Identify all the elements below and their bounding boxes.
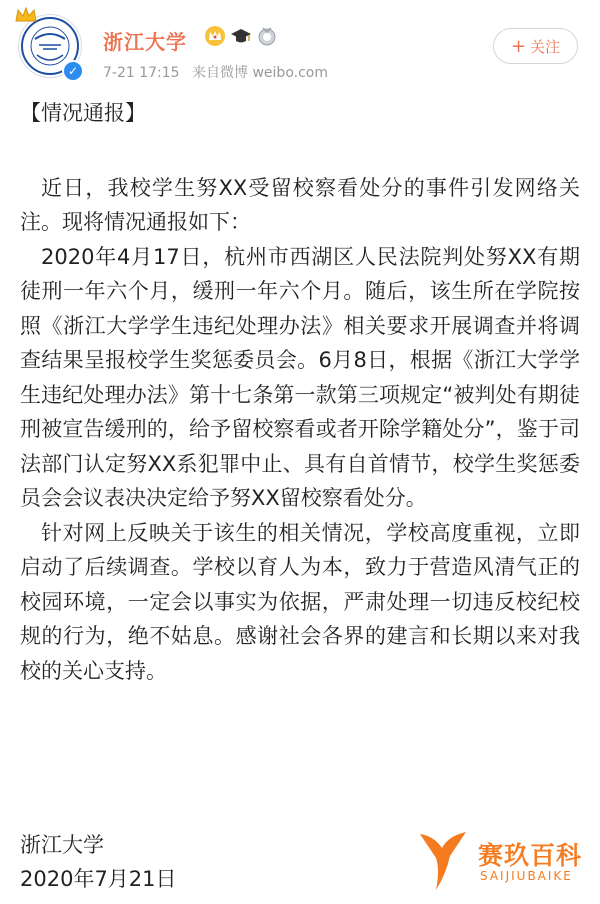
post-paragraph: 2020年4月17日，杭州市西湖区人民法院判处努XX有期徒刑一年六个月，缓刑一年六个月。随后，该生所在学院按照《浙江大学学生违纪处理办法》相关要求开展调查并将调查结果呈报校学生奖惩委员会。6月8日，根据《浙江大学学生违纪处理办法》第十七条第一款第三项规定“被判处有期徒刑被宣告缓刑的，给予留校察看或者开除学籍处分”，鉴于司法部门认定努XX系犯罪中止、具有自首情节，校学生奖惩委员会会议表决决定给予努XX留校察看处分。 <box>20 244 580 510</box>
signature-date: 2020年7月21日 <box>20 867 177 891</box>
silver-medal-badge-icon[interactable] <box>256 25 278 47</box>
avatar[interactable] <box>18 14 82 78</box>
crown-icon <box>14 6 38 24</box>
username[interactable]: 浙江大学 <box>103 30 187 54</box>
signature-name: 浙江大学 <box>20 833 104 857</box>
follow-button[interactable] <box>493 28 578 64</box>
verified-icon: ✓ <box>62 60 84 82</box>
post-meta <box>103 62 336 82</box>
user-badges <box>204 25 278 47</box>
post-header <box>0 0 600 92</box>
gold-crown-badge-icon[interactable] <box>204 25 226 47</box>
post-paragraph: 针对网上反映关于该生的相关情况，学校高度重视，立即启动了后续调查。学校以育人为本，致力于营造风清气正的校园环境，一定会以事实为依据，严肃处理一切违反校纪校规的行为，绝不姑息。感谢社会各界的建言和长期以来对我校的关心支持。 <box>20 520 580 683</box>
post-signature <box>20 828 177 896</box>
follow-label: 关注 <box>530 37 561 56</box>
watermark-sub: SAIJIUBAIKE <box>480 869 573 883</box>
post-title: 【情况通报】 <box>20 101 146 125</box>
watermark-name: 赛玖百科 <box>478 841 583 870</box>
post-source[interactable]: 来自微博 weibo.com <box>192 65 328 81</box>
post-time[interactable]: 7-21 17:15 <box>103 65 180 81</box>
watermark-logo-icon <box>414 826 474 896</box>
plus-icon: + <box>510 35 527 57</box>
post-paragraph: 近日，我校学生努XX受留校察看处分的事件引发网络关注。现将情况通报如下： <box>20 175 580 234</box>
watermark <box>414 826 594 896</box>
graduation-cap-badge-icon[interactable] <box>230 25 252 47</box>
post-body <box>20 96 580 688</box>
